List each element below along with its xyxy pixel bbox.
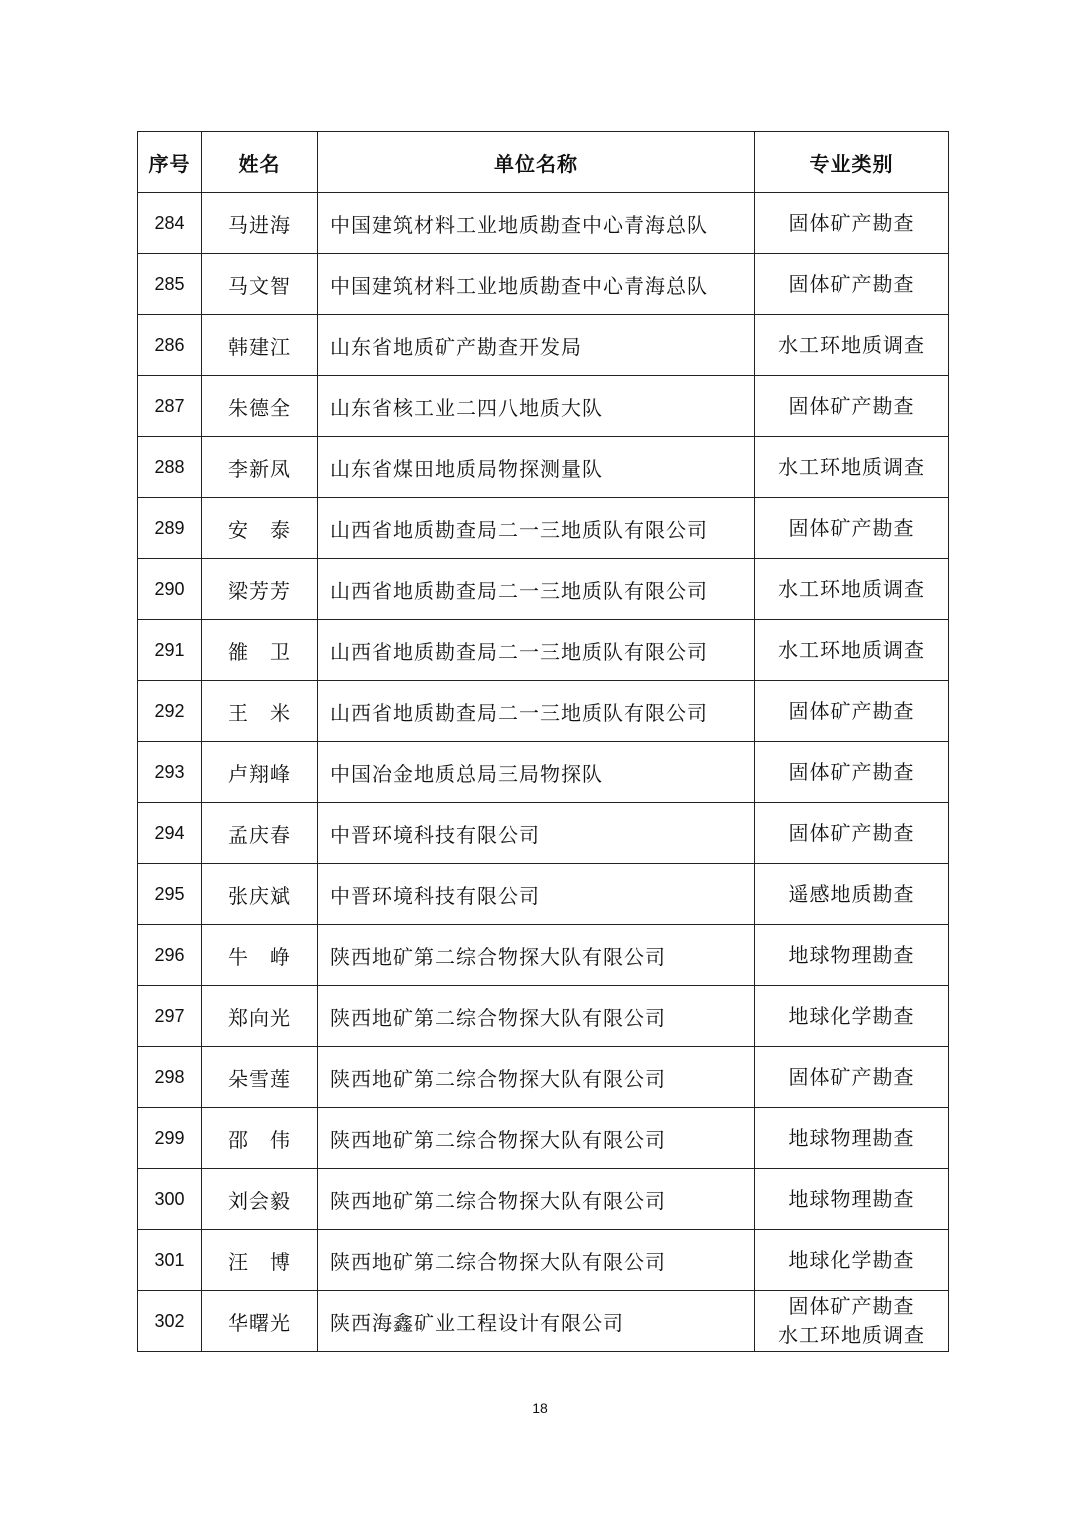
category-label: 水工环地质调查 bbox=[778, 454, 925, 479]
cell-unit-name: 中国建筑材料工业地质勘查中心青海总队 bbox=[318, 193, 755, 254]
cell-serial-number: 292 bbox=[138, 681, 202, 742]
cell-serial-number: 300 bbox=[138, 1169, 202, 1230]
personnel-table bbox=[137, 131, 949, 1352]
cell-serial-number: 294 bbox=[138, 803, 202, 864]
cell-specialty-category bbox=[755, 376, 949, 437]
cell-name: 朱德全 bbox=[202, 376, 318, 437]
cell-unit-name: 陕西地矿第二综合物探大队有限公司 bbox=[318, 1108, 755, 1169]
cell-name: 孟庆春 bbox=[202, 803, 318, 864]
cell-unit-name: 中国冶金地质总局三局物探队 bbox=[318, 742, 755, 803]
cell-unit-name: 中国建筑材料工业地质勘查中心青海总队 bbox=[318, 254, 755, 315]
cell-unit-name: 陕西地矿第二综合物探大队有限公司 bbox=[318, 986, 755, 1047]
cell-serial-number: 299 bbox=[138, 1108, 202, 1169]
category-label: 遥感地质勘查 bbox=[788, 881, 915, 906]
category-label: 地球物理勘查 bbox=[788, 1125, 915, 1150]
category-label: 地球化学勘查 bbox=[788, 1003, 915, 1028]
cell-specialty-category bbox=[755, 925, 949, 986]
table-row bbox=[138, 620, 949, 681]
cell-specialty-category bbox=[755, 437, 949, 498]
cell-specialty-category bbox=[755, 864, 949, 925]
cell-specialty-category bbox=[755, 254, 949, 315]
cell-unit-name: 山东省核工业二四八地质大队 bbox=[318, 376, 755, 437]
header-specialty-category: 专业类别 bbox=[755, 132, 949, 193]
cell-name: 王 米 bbox=[202, 681, 318, 742]
cell-specialty-category bbox=[755, 986, 949, 1047]
cell-name: 汪 博 bbox=[202, 1230, 318, 1291]
table-body bbox=[138, 193, 949, 1352]
cell-name: 邵 伟 bbox=[202, 1108, 318, 1169]
cell-unit-name: 山东省煤田地质局物探测量队 bbox=[318, 437, 755, 498]
cell-specialty-category bbox=[755, 559, 949, 620]
cell-serial-number: 284 bbox=[138, 193, 202, 254]
cell-serial-number: 293 bbox=[138, 742, 202, 803]
cell-serial-number: 296 bbox=[138, 925, 202, 986]
cell-name: 华曙光 bbox=[202, 1291, 318, 1352]
category-label: 固体矿产勘查 bbox=[788, 1064, 915, 1089]
table-row bbox=[138, 864, 949, 925]
category-label: 固体矿产勘查 bbox=[788, 515, 915, 540]
cell-specialty-category bbox=[755, 742, 949, 803]
cell-name: 安 泰 bbox=[202, 498, 318, 559]
table-row bbox=[138, 681, 949, 742]
cell-unit-name: 山西省地质勘查局二一三地质队有限公司 bbox=[318, 681, 755, 742]
category-label: 固体矿产勘查 bbox=[788, 820, 915, 845]
category-label: 固体矿产勘查 bbox=[788, 759, 915, 784]
cell-serial-number: 288 bbox=[138, 437, 202, 498]
cell-serial-number: 289 bbox=[138, 498, 202, 559]
cell-serial-number: 291 bbox=[138, 620, 202, 681]
cell-serial-number: 302 bbox=[138, 1291, 202, 1352]
cell-name: 马进海 bbox=[202, 193, 318, 254]
cell-unit-name: 中晋环境科技有限公司 bbox=[318, 803, 755, 864]
table-row bbox=[138, 925, 949, 986]
cell-serial-number: 297 bbox=[138, 986, 202, 1047]
category-label: 地球物理勘查 bbox=[788, 1186, 915, 1211]
table-row bbox=[138, 1291, 949, 1352]
table-header-row bbox=[138, 132, 949, 193]
category-label: 固体矿产勘查 bbox=[788, 210, 915, 235]
cell-specialty-category bbox=[755, 1230, 949, 1291]
cell-name: 郑向光 bbox=[202, 986, 318, 1047]
header-name: 姓名 bbox=[202, 132, 318, 193]
table-row bbox=[138, 1169, 949, 1230]
cell-specialty-category bbox=[755, 498, 949, 559]
cell-unit-name: 陕西地矿第二综合物探大队有限公司 bbox=[318, 1047, 755, 1108]
header-unit-name: 单位名称 bbox=[318, 132, 755, 193]
cell-specialty-category bbox=[755, 620, 949, 681]
cell-serial-number: 298 bbox=[138, 1047, 202, 1108]
cell-specialty-category bbox=[755, 1291, 949, 1352]
cell-specialty-category bbox=[755, 315, 949, 376]
table-row bbox=[138, 193, 949, 254]
cell-name: 李新凤 bbox=[202, 437, 318, 498]
cell-unit-name: 山西省地质勘查局二一三地质队有限公司 bbox=[318, 559, 755, 620]
cell-specialty-category bbox=[755, 803, 949, 864]
table-row bbox=[138, 1230, 949, 1291]
category-label: 水工环地质调查 bbox=[778, 576, 925, 601]
table-row bbox=[138, 559, 949, 620]
cell-unit-name: 山西省地质勘查局二一三地质队有限公司 bbox=[318, 498, 755, 559]
cell-specialty-category bbox=[755, 193, 949, 254]
cell-unit-name: 山东省地质矿产勘查开发局 bbox=[318, 315, 755, 376]
table-row bbox=[138, 742, 949, 803]
table-row bbox=[138, 315, 949, 376]
category-label: 水工环地质调查 bbox=[778, 637, 925, 662]
table-row bbox=[138, 1047, 949, 1108]
category-label: 固体矿产勘查 bbox=[788, 271, 915, 296]
cell-unit-name: 山西省地质勘查局二一三地质队有限公司 bbox=[318, 620, 755, 681]
cell-serial-number: 290 bbox=[138, 559, 202, 620]
cell-name: 刘会毅 bbox=[202, 1169, 318, 1230]
cell-name: 朵雪莲 bbox=[202, 1047, 318, 1108]
cell-unit-name: 陕西海鑫矿业工程设计有限公司 bbox=[318, 1291, 755, 1352]
cell-specialty-category bbox=[755, 681, 949, 742]
header-serial-number: 序号 bbox=[138, 132, 202, 193]
table-row bbox=[138, 803, 949, 864]
cell-serial-number: 287 bbox=[138, 376, 202, 437]
category-label: 水工环地质调查 bbox=[778, 332, 925, 357]
category-label: 水工环地质调查 bbox=[778, 1323, 925, 1347]
table-row bbox=[138, 1108, 949, 1169]
category-label: 地球物理勘查 bbox=[788, 942, 915, 967]
page-number: 18 bbox=[532, 1400, 548, 1416]
table-row bbox=[138, 986, 949, 1047]
cell-serial-number: 286 bbox=[138, 315, 202, 376]
cell-name: 马文智 bbox=[202, 254, 318, 315]
cell-name: 卢翔峰 bbox=[202, 742, 318, 803]
table-row bbox=[138, 437, 949, 498]
cell-specialty-category bbox=[755, 1047, 949, 1108]
category-label: 地球化学勘查 bbox=[788, 1247, 915, 1272]
cell-name: 韩建江 bbox=[202, 315, 318, 376]
cell-unit-name: 中晋环境科技有限公司 bbox=[318, 864, 755, 925]
cell-unit-name: 陕西地矿第二综合物探大队有限公司 bbox=[318, 1230, 755, 1291]
cell-serial-number: 285 bbox=[138, 254, 202, 315]
cell-specialty-category bbox=[755, 1108, 949, 1169]
cell-serial-number: 301 bbox=[138, 1230, 202, 1291]
table-row bbox=[138, 498, 949, 559]
cell-name: 张庆斌 bbox=[202, 864, 318, 925]
category-label: 固体矿产勘查 bbox=[788, 698, 915, 723]
cell-name: 梁芳芳 bbox=[202, 559, 318, 620]
table-row bbox=[138, 254, 949, 315]
cell-serial-number: 295 bbox=[138, 864, 202, 925]
category-label: 固体矿产勘查 bbox=[788, 393, 915, 418]
cell-unit-name: 陕西地矿第二综合物探大队有限公司 bbox=[318, 925, 755, 986]
cell-unit-name: 陕西地矿第二综合物探大队有限公司 bbox=[318, 1169, 755, 1230]
category-label: 固体矿产勘查 bbox=[788, 1294, 915, 1318]
cell-specialty-category bbox=[755, 1169, 949, 1230]
cell-name: 牛 峥 bbox=[202, 925, 318, 986]
cell-name: 雒 卫 bbox=[202, 620, 318, 681]
table-row bbox=[138, 376, 949, 437]
